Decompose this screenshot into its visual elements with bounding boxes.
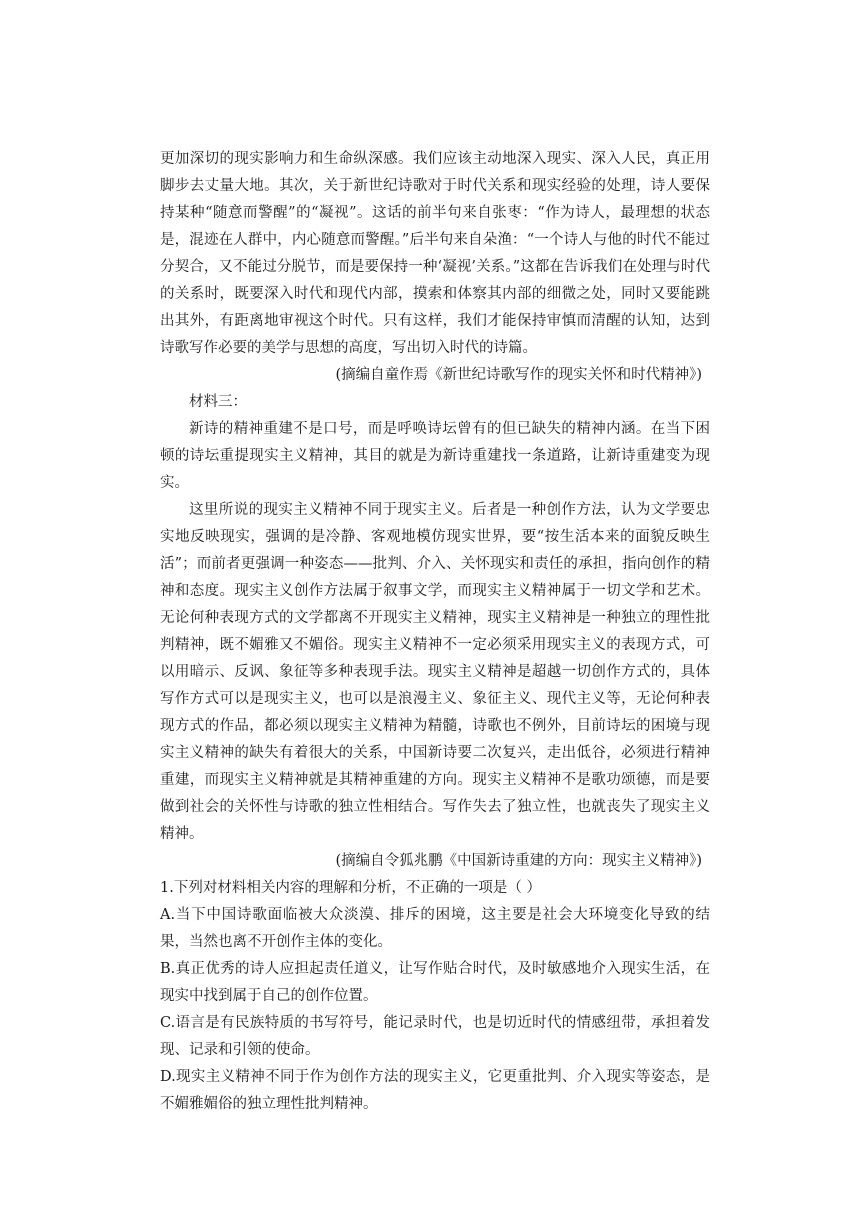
material2-continuation: 更加深切的现实影响力和生命纵深感。我们应该主动地深入现实、深入人民，真正用脚步去丈量大地。其次，关于新世纪诗歌对于时代关系和现实经验的处理，诗人要保持某种“随意而警醒”的“凝视”。这话的前半句来自张枣：“作为诗人，最理想的状态是，混迹在人群中，内心随意而警醒。”后半句来自朵渔：“一个诗人与他的时代不能过分契合，又不能过分脱节，而是要保持一种‘凝视’关系。”这都在告诉我们在处理与时代的关系时，既要深入时代和现代内部，摸索和体察其内部的细微之处，同时又要能跳出其外，有距离地审视这个时代。只有这样，我们才能保持审慎而清醒的认知，达到诗歌写作必要的美学与思想的高度，写出切入时代的诗篇。 xyxy=(160,151,710,356)
material3-paragraph-2: 这里所说的现实主义精神不同于现实主义。后者是一种创作方法，认为文学要忠实地反映现实，强调的是冷静、客观地模仿现实世界，要“按生活本来的面貌反映生活”；而前者更强调一种姿态——批判、介入、关怀现实和责任的承担，指向创作的精神和态度。现实主义创作方法属于叙事文学，而现实主义精神属于一切文学和艺术。无论何种表现方式的文学都离不开现实主义精神，现实主义精神是一种独立的理性批判精神，既不媚雅又不媚俗。现实主义精神不一定必须采用现实主义的表现方式，可以用暗示、反讽、象征等多种表现手法。现实主义精神是超越一切创作方式的，具体写作方式可以是现实主义，也可以是浪漫主义、象征主义、现代主义等，无论何种表现方式的作品，都必须以现实主义精神为精髓，诗歌也不例外，目前诗坛的困境与现实主义精神的缺失有着很大的关系，中国新诗要二次复兴，走出低谷，必须进行精神重建，而现实主义精神就是其精神重建的方向。现实主义精神不是歌功颂德，而是要做到社会的关怀性与诗歌的独立性相结合。写作失去了独立性，也就丧失了现实主义精神。 xyxy=(160,502,710,842)
option-c: C.语言是有民族特质的书写符号，能记录时代，也是切近时代的情感纽带，承担着发现、记录和引领的使命。 xyxy=(160,1015,710,1058)
option-a: A.当下中国诗歌面临被大众淡漠、排斥的困境，这主要是社会大环境变化导致的结果，当然也离不开创作主体的变化。 xyxy=(160,907,710,950)
material3-label: 材料三： xyxy=(189,394,247,410)
option-b: B.真正优秀的诗人应担起责任道义，让写作贴合时代，及时敏感地介入现实生活，在现实中找到属于自己的创作位置。 xyxy=(160,961,710,1004)
question-1-stem: 1.下列对材料相关内容的理解和分析，不正确的一项是（ ） xyxy=(160,880,541,896)
option-d: D.现实主义精神不同于作为创作方法的现实主义，它更重批判、介入现实等姿态，是不媚雅媚俗的独立理性批判精神。 xyxy=(160,1069,710,1112)
document-body xyxy=(160,146,710,1118)
material3-paragraph-1: 新诗的精神重建不是口号，而是呼唤诗坛曾有的但已缺失的精神内涵。在当下困顿的诗坛重提现实主义精神，其目的就是为新诗重建找一条道路，让新诗重建变为现实。 xyxy=(160,421,710,491)
material3-source: (摘编自令狐兆鹏《中国新诗重建的方向：现实主义精神》) xyxy=(335,853,702,869)
material2-source: (摘编自童作焉《新世纪诗歌写作的现实关怀和时代精神》) xyxy=(335,367,702,383)
